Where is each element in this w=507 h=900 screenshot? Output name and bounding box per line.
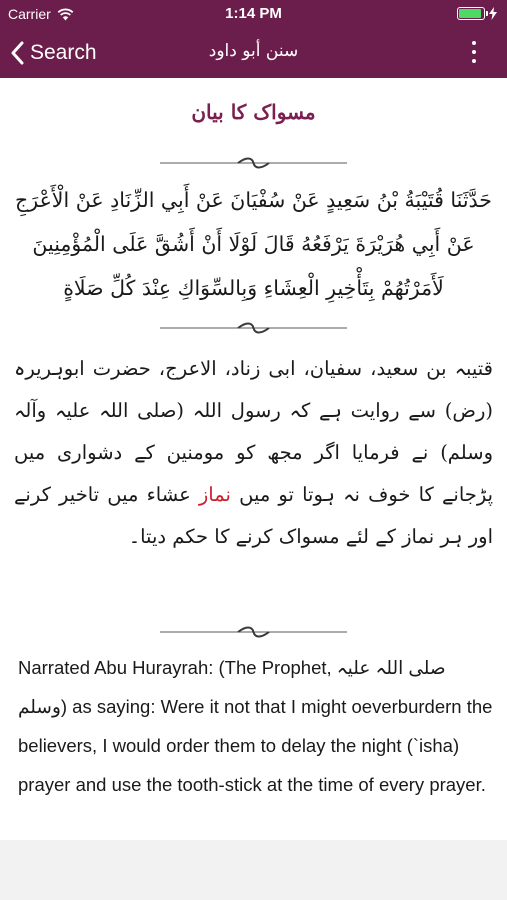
ornament-divider — [160, 321, 347, 335]
urdu-text-part2: عشاء میں تاخیر کرنے اور ہر نماز کے لئے مسواک کرنے کا حکم دیتا۔ — [14, 483, 493, 548]
status-bar — [0, 0, 507, 28]
chapter-title: مسواک کا بیان — [191, 100, 316, 124]
battery-level — [459, 9, 481, 18]
urdu-highlighted-word: نماز — [198, 483, 231, 506]
more-vertical-icon[interactable] — [469, 41, 479, 65]
ornament-divider — [160, 625, 347, 639]
book-title: سنن أبو داود — [208, 41, 299, 61]
urdu-translation — [14, 348, 493, 558]
battery-icon — [457, 7, 485, 20]
status-time: 1:14 PM — [225, 5, 282, 22]
footer-area — [0, 840, 507, 900]
charging-bolt-icon — [489, 7, 497, 20]
hadith-content — [0, 78, 507, 840]
ornament-divider — [160, 156, 347, 170]
english-translation: Narrated Abu Hurayrah: (The Prophet, صلی اللہ علیہ وسلم) as saying: Were it not that I might oeverburdern the believers, I would order them to delay the night (`isha) prayer and use the tooth-stick at the time of every prayer. — [18, 657, 493, 795]
back-button-label: Search — [30, 41, 97, 64]
arabic-text: حَدَّثَنَا قُتَيْبَةُ بْنُ سَعِيدٍ عَنْ سُفْيَانَ عَنْ أَبِي الزِّنَادِ عَنْ الْأَعْرَجِ عَنْ أَبِي هُرَيْرَةَ يَرْفَعُهُ قَالَ لَوْلَا أَنْ أَشُقَّ عَلَى الْمُؤْمِنِينَ لَأَمَرْتُهُمْ بِتَأْخِيرِ الْعِشَاءِ وَبِالسِّوَاكِ عِنْدَ كُلِّ صَلَاةٍ — [15, 188, 492, 300]
carrier-label: Carrier — [8, 6, 51, 22]
status-right — [457, 7, 497, 20]
urdu-text-part1: قتیبہ بن سعید، سفیان، ابی زناد، الاعرج، حضرت ابوہریرہ (رض) سے روایت ہے کہ رسول اللہ (صلی اللہ علیہ وآلہ وسلم) نے فرمایا اگر مجھ کو مومنین کے دشواری میں پڑجانے کا خوف نہ ہوتا تو میں — [14, 357, 494, 506]
navigation-bar — [0, 28, 507, 78]
